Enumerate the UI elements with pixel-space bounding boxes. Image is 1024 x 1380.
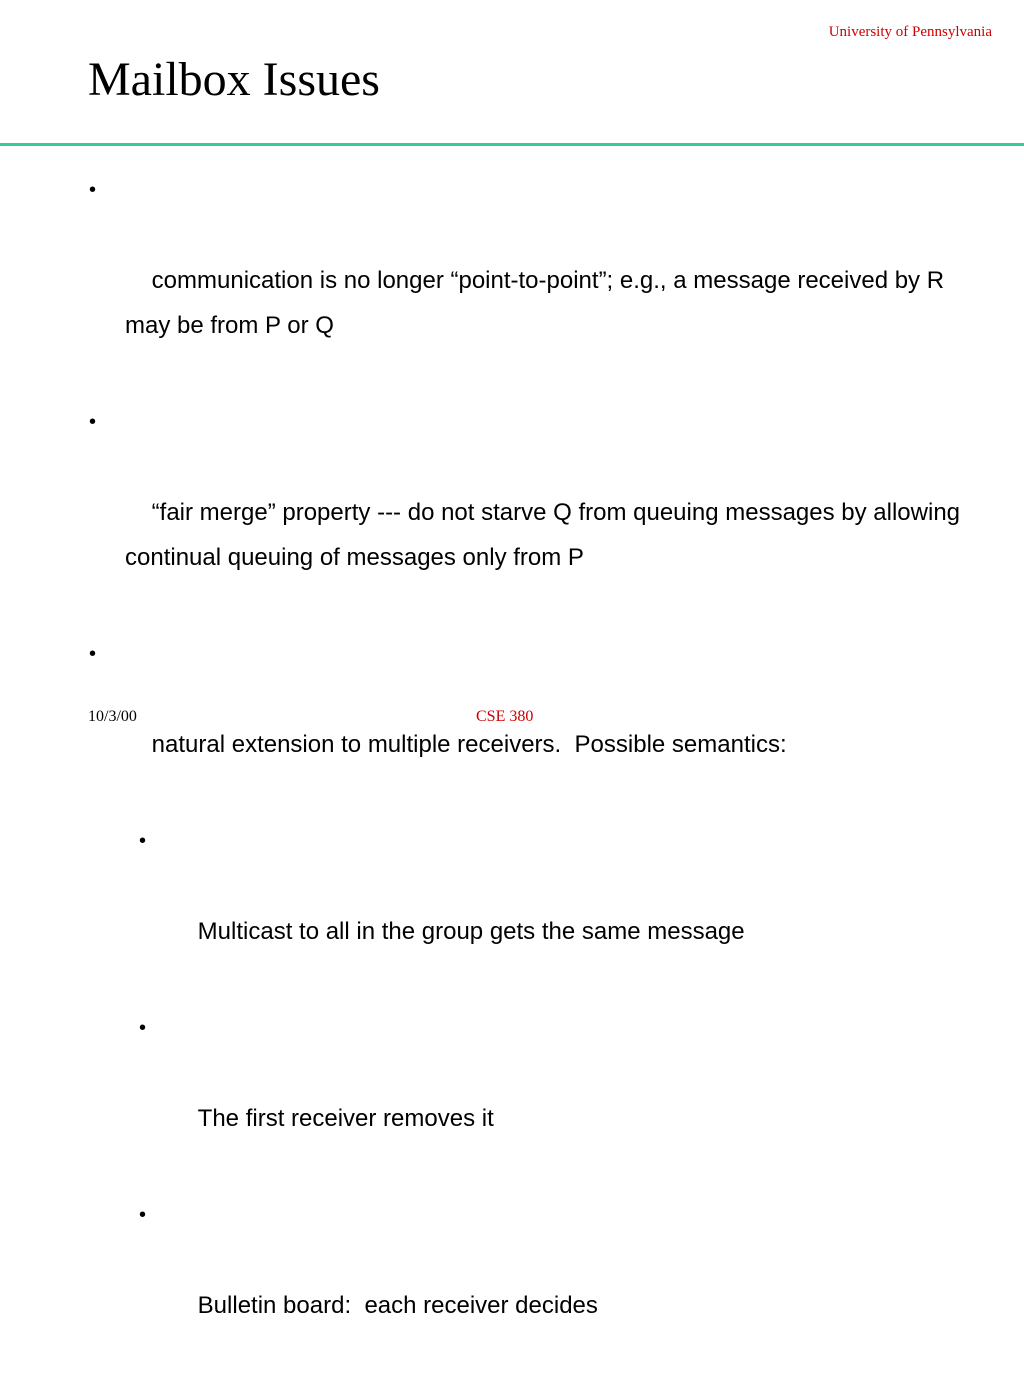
bullet-item [0,400,1024,625]
bullet-text: Multicast to all in the group gets the same message [197,918,745,945]
sub-bullet-item [0,1193,1024,1373]
sub-bullet-item [0,819,1024,999]
bullet-dot-icon: • [89,411,97,433]
bullet-dot-icon: • [139,830,147,852]
slide-title: Mailbox Issues [88,53,380,106]
footer-date: 10/3/00 [88,708,137,725]
bullet-dot-icon: • [139,1204,147,1226]
title-divider [0,143,1024,146]
footer-course: CSE 380 [476,708,534,725]
bullet-text: communication is no longer “point-to-point”; e.g., a message received by R may be from P or Q [125,267,951,339]
bullet-text: The first receiver removes it [197,1105,494,1132]
bullet-list [0,168,1024,1380]
bullet-dot-icon: • [139,1017,147,1039]
bullet-text: natural extension to multiple receivers. Possible semantics: [151,731,787,758]
bullet-text: “fair merge” property --- do not starve Q from queuing messages by allowing continual queuing of messages only from P [125,499,967,571]
sub-bullet-item [0,1006,1024,1186]
bullet-item [0,168,1024,393]
bullet-dot-icon: • [89,643,97,665]
bullet-dot-icon: • [89,179,97,201]
bullet-text: Bulletin board: each receiver decides [197,1292,598,1319]
institution-label: University of Pennsylvania [828,24,992,40]
